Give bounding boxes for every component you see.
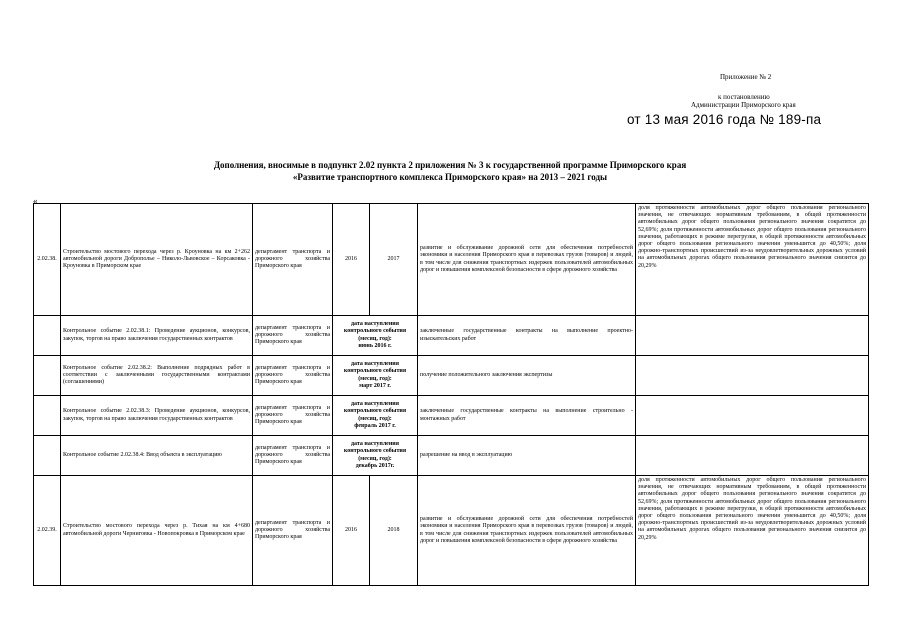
- responsible-dept: департамент транспорта и дорожного хозяйства Приморского края: [253, 204, 333, 316]
- activity-name: Строительство мостового перехода через р. Кроуновка на км 2+262 автомобильной дороги Доброполье – Николо-Львовское – Корсаковка - Кроуновка в Приморском крае: [61, 204, 253, 316]
- activity-name: Строительство мостового перехода через р. Тихая на км 4+680 автомобильной дороги Черниговка - Новопокровка в Приморском крае: [61, 476, 253, 586]
- open-quote: «: [33, 196, 38, 206]
- end-year: 2018: [370, 476, 418, 586]
- expected-result: заключенные государственные контракты на выполнение проектно-изыскательских работ: [418, 316, 636, 356]
- table-row: [34, 436, 869, 476]
- activity-name: Контрольное событие 2.02.38.1: Проведение аукционов, конкурсов, закупок, торгов на право заключения государственных контрактов: [61, 316, 253, 356]
- control-event-date: [333, 396, 418, 436]
- row-number: [34, 316, 61, 356]
- activity-name: Контрольное событие 2.02.38.4: Ввод объекта в эксплуатацию: [61, 436, 253, 476]
- date-label: дата наступления контрольного события (месяц, год):: [343, 401, 407, 422]
- expected-result: развитие и обслуживание дорожной сети для обеспечения потребностей экономики и населения Приморского края в перевозках грузов (товаров) и людей, в том числе для снижения транспортных издержек пользователей автомобильных дорог и повышения комплексной безопасности в сфере дорожного хозяйства: [418, 204, 636, 316]
- indicators: [636, 356, 869, 396]
- document-title: [60, 159, 840, 183]
- table-row: [34, 316, 869, 356]
- control-event-date: [333, 436, 418, 476]
- date-label: дата наступления контрольного события (месяц, год):: [343, 361, 407, 382]
- date-label: дата наступления контрольного события (месяц, год):: [343, 441, 407, 462]
- indicators: доля протяженности автомобильных дорог общего пользования регионального значения, не отвечающих нормативным требованиям, в общей протяженности автомобильных дорог общего пользования регионального значения сократится до 52,69%; доля протяженности автомобильных дорог общего пользования регионального значения, работающих в режиме перегрузки, в общей протяженности автомобильных дорог общего пользования регионального значения уменьшится до 40,50%; доля дорожно-транспортных происшествий из-за неудовлетворительных дорожных условий на автомобильных дорогах общего пользования регионального значения снизится до 20,29%: [636, 204, 869, 316]
- date-value: июнь 2016 г.: [358, 342, 392, 349]
- resolution-reference: к постановлению: [718, 93, 770, 101]
- table-row: [34, 396, 869, 436]
- indicators: [636, 436, 869, 476]
- responsible-dept: департамент транспорта и дорожного хозяйства Приморского края: [253, 316, 333, 356]
- responsible-dept: департамент транспорта и дорожного хозяйства Приморского края: [253, 396, 333, 436]
- resolution-date: от 13 мая 2016 года № 189-па: [627, 112, 822, 127]
- start-year: 2016: [333, 476, 370, 586]
- indicators: [636, 316, 869, 356]
- title-line-1: Дополнения, вносимые в подпункт 2.02 пункта 2 приложения № 3 к государственной программе Приморского края: [213, 160, 687, 170]
- title-line-2: «Развитие транспортного комплекса Приморского края» на 2013 – 2021 годы: [292, 172, 608, 182]
- indicators: доля протяженности автомобильных дорог общего пользования регионального значения, не отвечающих нормативным требованиям, в общей протяженности автомобильных дорог общего пользования регионального значения сократится до 52,69%; доля протяженности автомобильных дорог общего пользования регионального значения, работающих в режиме перегрузки, в общей протяженности автомобильных дорог общего пользования регионального значения уменьшится до 40,50%; доля дорожно-транспортных происшествий из-за неудовлетворительных дорожных условий на автомобильных дорогах общего пользования регионального значения снизится до 20,29%: [636, 476, 869, 586]
- table-row: [34, 356, 869, 396]
- end-year: 2017: [370, 204, 418, 316]
- date-value: декабрь 2017г.: [355, 462, 395, 469]
- appendix-number: Приложение № 2: [720, 73, 772, 81]
- activity-name: Контрольное событие 2.02.38.2: Выполнение подрядных работ в соответствии с заключенными государственными контрактами (соглашениями): [61, 356, 253, 396]
- row-number: [34, 396, 61, 436]
- expected-result: получение положительного заключения экспертизы: [418, 356, 636, 396]
- activity-name: Контрольное событие 2.02.38.3: Проведение аукционов, конкурсов, закупок, торгов на право заключения государственных контрактов: [61, 396, 253, 436]
- expected-result: развитие и обслуживание дорожной сети для обеспечения потребностей экономики и населения Приморского края в перевозках грузов (товаров) и людей, в том числе для снижения транспортных издержек пользователей автомобильных дорог и повышения комплексной безопасности в сфере дорожного хозяйства: [418, 476, 636, 586]
- date-value: февраль 2017 г.: [354, 422, 396, 429]
- indicators: [636, 396, 869, 436]
- row-number: 2.02.38.: [34, 204, 61, 316]
- control-event-date: [333, 316, 418, 356]
- program-table: [33, 203, 869, 586]
- row-number: [34, 436, 61, 476]
- row-number: 2.02.39.: [34, 476, 61, 586]
- table-row: [34, 476, 869, 586]
- responsible-dept: департамент транспорта и дорожного хозяйства Приморского края: [253, 476, 333, 586]
- date-value: март 2017 г.: [359, 382, 391, 389]
- table-row: [34, 204, 869, 316]
- row-number: [34, 356, 61, 396]
- expected-result: заключенные государственные контракты на выполнение строительно - монтажных работ: [418, 396, 636, 436]
- responsible-dept: департамент транспорта и дорожного хозяйства Приморского края: [253, 356, 333, 396]
- expected-result: разрешение на ввод в эксплуатацию: [418, 436, 636, 476]
- responsible-dept: департамент транспорта и дорожного хозяйства Приморского края: [253, 436, 333, 476]
- start-year: 2016: [333, 204, 370, 316]
- administration-name: Администрации Приморского края: [691, 101, 796, 109]
- date-label: дата наступления контрольного события (месяц, год):: [343, 321, 407, 342]
- control-event-date: [333, 356, 418, 396]
